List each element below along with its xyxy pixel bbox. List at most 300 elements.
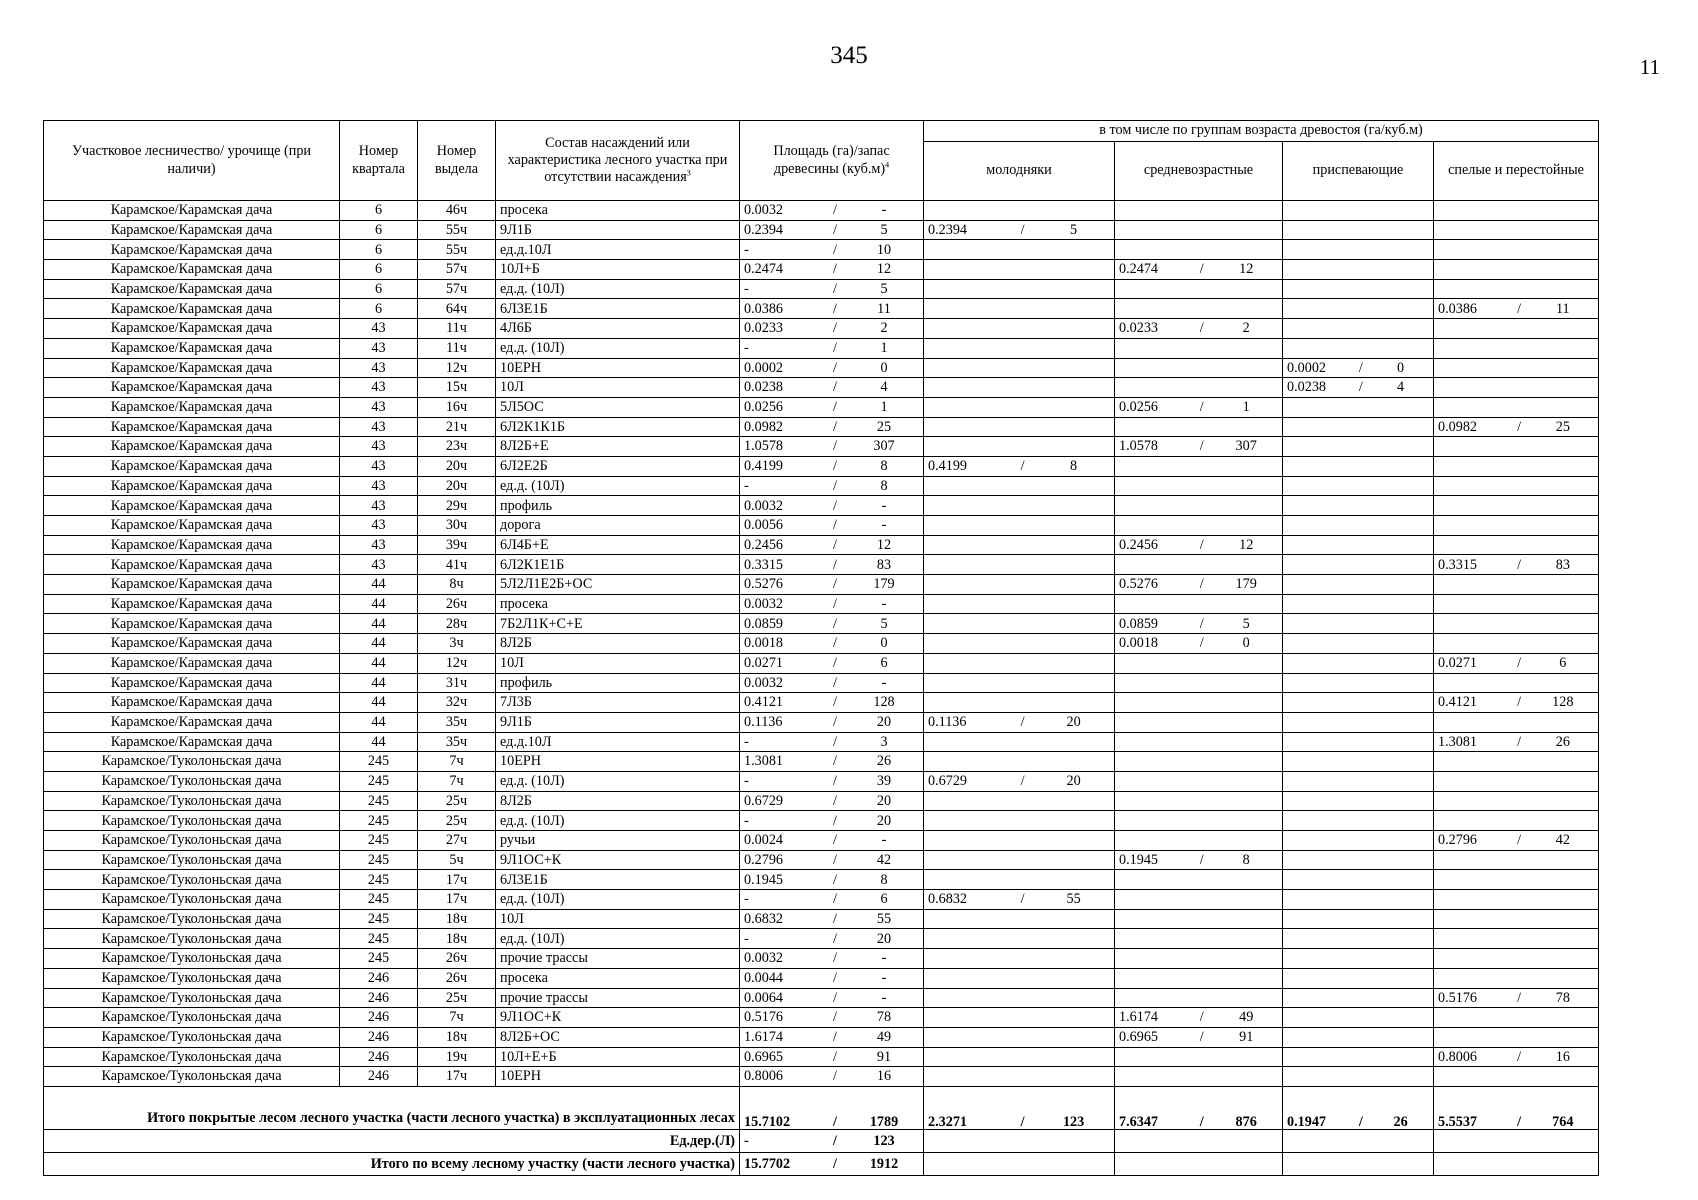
cell-area-stock <box>740 712 924 732</box>
cell-area-stock <box>740 1067 924 1087</box>
slash-separator: / <box>1199 536 1204 553</box>
total-mature-stock: 764 <box>1552 1113 1574 1130</box>
cell-area-stock-stock: 128 <box>873 694 895 711</box>
cell-composition: ед.д. (10Л) <box>496 811 740 831</box>
slash-separator: / <box>833 1155 837 1172</box>
table-row <box>44 378 1599 398</box>
total-area-stock <box>740 1129 924 1152</box>
cell-composition: 10ЕРН <box>496 1067 740 1087</box>
total-area-stock-area: - <box>744 1132 749 1149</box>
table-row <box>44 890 1599 910</box>
cell-composition: профиль <box>496 673 740 693</box>
cell-young-stock: 20 <box>1066 773 1081 790</box>
cell-premature-area: 0.0002 <box>1287 359 1327 376</box>
cell-area-stock <box>740 220 924 240</box>
slash-separator: / <box>833 970 837 987</box>
cell-area-stock <box>740 476 924 496</box>
slash-separator: / <box>1517 655 1522 672</box>
cell-district: Карамское/Карамская дача <box>44 594 340 614</box>
cell-young <box>924 693 1115 713</box>
cell-area-stock-area: 1.0578 <box>744 438 784 455</box>
cell-area-stock-area: 0.2394 <box>744 221 784 238</box>
cell-premature <box>1283 693 1434 713</box>
slash-separator: / <box>833 280 837 297</box>
slash-separator: / <box>1020 891 1025 908</box>
cell-area-stock <box>740 831 924 851</box>
cell-composition: профиль <box>496 496 740 516</box>
cell-middle-stock: 5 <box>1242 615 1250 632</box>
cell-composition: 8Л2Б+Е <box>496 437 740 457</box>
cell-area-stock-stock: - <box>881 517 887 534</box>
slash-separator: / <box>833 320 837 337</box>
cell-composition: просека <box>496 968 740 988</box>
cell-area-stock <box>740 890 924 910</box>
cell-area-stock-stock: - <box>881 989 887 1006</box>
cell-composition: 5Л5ОС <box>496 397 740 417</box>
cell-quarter: 43 <box>340 437 418 457</box>
cell-quarter: 44 <box>340 614 418 634</box>
cell-mature-stock: 25 <box>1555 418 1570 435</box>
slash-separator: / <box>833 536 837 553</box>
cell-mature <box>1434 653 1599 673</box>
cell-section: 32ч <box>418 693 496 713</box>
cell-composition: прочие трассы <box>496 988 740 1008</box>
cell-area-stock <box>740 811 924 831</box>
cell-area-stock-area: 0.0044 <box>744 970 784 987</box>
cell-area-stock-area: 0.2456 <box>744 536 784 553</box>
table-row <box>44 653 1599 673</box>
cell-area-stock <box>740 378 924 398</box>
cell-mature-area: 0.4121 <box>1438 694 1478 711</box>
cell-composition: 6Л3Е1Б <box>496 870 740 890</box>
table-row <box>44 201 1599 221</box>
cell-young <box>924 437 1115 457</box>
slash-separator: / <box>833 202 837 219</box>
header-mature: спелые и перестойные <box>1434 142 1599 201</box>
cell-district: Карамское/Туколоньская дача <box>44 968 340 988</box>
total-premature <box>1283 1152 1434 1175</box>
slash-separator: / <box>1199 261 1204 278</box>
slash-separator: / <box>833 458 837 475</box>
cell-premature <box>1283 456 1434 476</box>
cell-district: Карамское/Туколоньская дача <box>44 988 340 1008</box>
cell-district: Карамское/Карамская дача <box>44 201 340 221</box>
slash-separator: / <box>1517 989 1522 1006</box>
total-row <box>44 1086 1599 1129</box>
cell-section: 7ч <box>418 771 496 791</box>
cell-quarter: 43 <box>340 397 418 417</box>
cell-section: 21ч <box>418 417 496 437</box>
cell-middle <box>1115 791 1283 811</box>
table-row <box>44 949 1599 969</box>
cell-area-stock-stock: 39 <box>876 773 892 790</box>
slash-separator: / <box>1199 576 1204 593</box>
cell-premature <box>1283 378 1434 398</box>
cell-area-stock-stock: 11 <box>877 300 891 317</box>
cell-mature-area: 0.8006 <box>1438 1048 1478 1065</box>
header-young: молодняки <box>924 142 1115 201</box>
slash-separator: / <box>833 989 837 1006</box>
cell-quarter: 43 <box>340 378 418 398</box>
cell-district: Карамское/Карамская дача <box>44 437 340 457</box>
cell-composition: 10Л+Б <box>496 260 740 280</box>
total-middle <box>1115 1152 1283 1175</box>
total-premature-area: 0.1947 <box>1287 1113 1327 1130</box>
slash-separator: / <box>1020 221 1025 238</box>
cell-composition: 6Л2К1Е1Б <box>496 555 740 575</box>
cell-middle <box>1115 712 1283 732</box>
cell-middle <box>1115 949 1283 969</box>
cell-middle <box>1115 909 1283 929</box>
table-row <box>44 831 1599 851</box>
cell-middle <box>1115 988 1283 1008</box>
table-row <box>44 476 1599 496</box>
cell-premature <box>1283 240 1434 260</box>
cell-composition: 6Л2К1К1Б <box>496 417 740 437</box>
cell-area-stock-stock: 6 <box>880 655 888 672</box>
cell-quarter: 6 <box>340 260 418 280</box>
slash-separator: / <box>1199 635 1204 652</box>
total-area-stock-stock: 1912 <box>869 1155 899 1172</box>
cell-young <box>924 988 1115 1008</box>
cell-district: Карамское/Карамская дача <box>44 378 340 398</box>
table-row <box>44 673 1599 693</box>
cell-area-stock-area: 1.3081 <box>744 753 784 770</box>
cell-section: 18ч <box>418 1027 496 1047</box>
cell-area-stock <box>740 1008 924 1028</box>
cell-area-stock <box>740 653 924 673</box>
cell-section: 18ч <box>418 929 496 949</box>
cell-young <box>924 279 1115 299</box>
table-row <box>44 752 1599 772</box>
cell-middle-stock: 49 <box>1239 1009 1254 1026</box>
slash-separator: / <box>833 615 837 632</box>
cell-premature <box>1283 555 1434 575</box>
cell-composition: 8Л2Б+ОС <box>496 1027 740 1047</box>
cell-mature <box>1434 988 1599 1008</box>
total-middle-stock: 876 <box>1235 1113 1257 1130</box>
total-middle <box>1115 1129 1283 1152</box>
cell-young <box>924 299 1115 319</box>
cell-district: Карамское/Карамская дача <box>44 338 340 358</box>
cell-section: 23ч <box>418 437 496 457</box>
table-row <box>44 1067 1599 1087</box>
cell-district: Карамское/Карамская дача <box>44 693 340 713</box>
cell-mature-area: 0.0982 <box>1438 418 1478 435</box>
slash-separator: / <box>1358 1113 1363 1130</box>
table-row <box>44 358 1599 378</box>
cell-section: 11ч <box>418 319 496 339</box>
cell-section: 12ч <box>418 358 496 378</box>
cell-district: Карамское/Карамская дача <box>44 476 340 496</box>
cell-mature <box>1434 811 1599 831</box>
cell-mature <box>1434 791 1599 811</box>
cell-middle <box>1115 968 1283 988</box>
cell-young <box>924 358 1115 378</box>
cell-young <box>924 791 1115 811</box>
total-young <box>924 1129 1115 1152</box>
cell-middle <box>1115 771 1283 791</box>
cell-middle <box>1115 634 1283 654</box>
cell-area-stock-area: 0.0386 <box>744 300 784 317</box>
cell-quarter: 43 <box>340 358 418 378</box>
cell-area-stock-area: - <box>744 773 749 790</box>
cell-middle <box>1115 338 1283 358</box>
cell-section: 17ч <box>418 1067 496 1087</box>
slash-separator: / <box>833 595 837 612</box>
cell-section: 29ч <box>418 496 496 516</box>
cell-premature <box>1283 575 1434 595</box>
cell-section: 35ч <box>418 732 496 752</box>
cell-premature <box>1283 535 1434 555</box>
cell-middle <box>1115 673 1283 693</box>
cell-young-area: 0.6832 <box>928 891 968 908</box>
cell-section: 11ч <box>418 338 496 358</box>
cell-composition: 10Л+Е+Б <box>496 1047 740 1067</box>
cell-mature <box>1434 732 1599 752</box>
cell-mature <box>1434 968 1599 988</box>
slash-separator: / <box>833 694 837 711</box>
cell-area-stock-area: 0.8006 <box>744 1068 784 1085</box>
cell-area-stock-area: 0.4199 <box>744 458 784 475</box>
cell-area-stock-area: 0.0064 <box>744 989 784 1006</box>
cell-middle-area: 0.2474 <box>1119 261 1159 278</box>
cell-premature <box>1283 338 1434 358</box>
cell-area-stock <box>740 437 924 457</box>
slash-separator: / <box>1517 418 1522 435</box>
cell-young <box>924 201 1115 221</box>
cell-middle <box>1115 358 1283 378</box>
cell-composition: 10ЕРН <box>496 358 740 378</box>
cell-district: Карамское/Карамская дача <box>44 732 340 752</box>
cell-middle <box>1115 260 1283 280</box>
cell-young-stock: 55 <box>1066 891 1081 908</box>
forest-stand-table <box>43 120 1599 1176</box>
cell-mature-stock: 26 <box>1555 733 1570 750</box>
cell-area-stock <box>740 732 924 752</box>
cell-middle-area: 1.6174 <box>1119 1009 1159 1026</box>
cell-mature <box>1434 1067 1599 1087</box>
table-row <box>44 279 1599 299</box>
cell-young-area: 0.2394 <box>928 221 968 238</box>
cell-composition: 6Л4Б+Е <box>496 535 740 555</box>
cell-area-stock-stock: 1 <box>880 340 888 357</box>
cell-composition: ед.д.10Л <box>496 732 740 752</box>
table-row <box>44 732 1599 752</box>
cell-area-stock-area: 0.6965 <box>744 1048 784 1065</box>
cell-mature <box>1434 1008 1599 1028</box>
cell-district: Карамское/Карамская дача <box>44 653 340 673</box>
cell-area-stock-area: 0.0018 <box>744 635 784 652</box>
cell-middle-area: 0.0256 <box>1119 399 1159 416</box>
total-young-area: 2.3271 <box>928 1113 968 1130</box>
cell-quarter: 44 <box>340 712 418 732</box>
table-row <box>44 299 1599 319</box>
cell-young <box>924 1047 1115 1067</box>
cell-premature-stock: 4 <box>1397 379 1405 396</box>
cell-middle-stock: 8 <box>1242 851 1250 868</box>
cell-area-stock-stock: 3 <box>880 733 888 750</box>
total-young <box>924 1086 1115 1129</box>
slash-separator: / <box>1517 300 1522 317</box>
cell-mature-area: 0.2796 <box>1438 832 1478 849</box>
cell-mature <box>1434 673 1599 693</box>
cell-area-stock-area: 0.0982 <box>744 418 784 435</box>
table-body <box>44 201 1599 1176</box>
cell-quarter: 44 <box>340 673 418 693</box>
cell-area-stock <box>740 673 924 693</box>
cell-premature <box>1283 496 1434 516</box>
slash-separator: / <box>833 1132 837 1149</box>
cell-area-stock <box>740 260 924 280</box>
cell-young <box>924 240 1115 260</box>
cell-area-stock-area: 0.5176 <box>744 1009 784 1026</box>
cell-quarter: 246 <box>340 1027 418 1047</box>
cell-middle <box>1115 476 1283 496</box>
cell-district: Карамское/Карамская дача <box>44 456 340 476</box>
slash-separator: / <box>833 438 837 455</box>
cell-district: Карамское/Карамская дача <box>44 614 340 634</box>
header-section: Номер выдела <box>418 121 496 201</box>
cell-district: Карамское/Карамская дача <box>44 673 340 693</box>
slash-separator: / <box>833 851 837 868</box>
cell-premature <box>1283 1008 1434 1028</box>
cell-district: Карамское/Туколоньская дача <box>44 909 340 929</box>
cell-composition: 8Л2Б <box>496 634 740 654</box>
cell-quarter: 43 <box>340 476 418 496</box>
cell-mature-stock: 128 <box>1552 694 1574 711</box>
cell-quarter: 44 <box>340 693 418 713</box>
cell-young <box>924 555 1115 575</box>
cell-area-stock-stock: 8 <box>880 871 888 888</box>
cell-mature <box>1434 220 1599 240</box>
cell-middle-area: 0.6965 <box>1119 1029 1159 1046</box>
cell-mature <box>1434 850 1599 870</box>
cell-composition: 8Л2Б <box>496 791 740 811</box>
cell-district: Карамское/Карамская дача <box>44 516 340 536</box>
cell-middle <box>1115 378 1283 398</box>
cell-section: 19ч <box>418 1047 496 1067</box>
slash-separator: / <box>1020 458 1025 475</box>
table-row <box>44 594 1599 614</box>
cell-young <box>924 319 1115 339</box>
cell-premature <box>1283 220 1434 240</box>
cell-middle <box>1115 594 1283 614</box>
slash-separator: / <box>833 733 837 750</box>
cell-mature <box>1434 417 1599 437</box>
cell-premature <box>1283 1047 1434 1067</box>
cell-premature <box>1283 279 1434 299</box>
cell-quarter: 245 <box>340 909 418 929</box>
total-area-stock-stock: 123 <box>873 1132 895 1149</box>
cell-composition: 4Л6Б <box>496 319 740 339</box>
cell-young-stock: 5 <box>1070 221 1078 238</box>
slash-separator: / <box>833 674 837 691</box>
cell-quarter: 245 <box>340 949 418 969</box>
cell-area-stock-area: 0.0256 <box>744 399 784 416</box>
cell-middle-area: 0.0859 <box>1119 615 1159 632</box>
cell-middle-area: 0.5276 <box>1119 576 1159 593</box>
cell-quarter: 245 <box>340 890 418 910</box>
cell-composition: 9Л1Б <box>496 220 740 240</box>
cell-area-stock <box>740 338 924 358</box>
cell-district: Карамское/Карамская дача <box>44 555 340 575</box>
slash-separator: / <box>833 832 837 849</box>
cell-mature-area: 0.5176 <box>1438 989 1478 1006</box>
cell-area-stock <box>740 594 924 614</box>
cell-quarter: 246 <box>340 1067 418 1087</box>
cell-middle-stock: 12 <box>1239 261 1254 278</box>
cell-middle <box>1115 752 1283 772</box>
slash-separator: / <box>833 1048 837 1065</box>
cell-middle <box>1115 319 1283 339</box>
cell-mature <box>1434 634 1599 654</box>
cell-premature <box>1283 299 1434 319</box>
cell-premature <box>1283 752 1434 772</box>
cell-district: Карамское/Туколоньская дача <box>44 771 340 791</box>
cell-area-stock-stock: 12 <box>876 261 892 278</box>
cell-quarter: 6 <box>340 220 418 240</box>
cell-middle <box>1115 811 1283 831</box>
cell-area-stock-stock: 4 <box>880 379 888 396</box>
cell-area-stock-area: 0.0032 <box>744 595 784 612</box>
cell-quarter: 246 <box>340 988 418 1008</box>
cell-composition: 6Л2Е2Б <box>496 456 740 476</box>
cell-area-stock-stock: 42 <box>876 851 892 868</box>
cell-area-stock-stock: 8 <box>880 477 888 494</box>
cell-quarter: 246 <box>340 1047 418 1067</box>
cell-mature <box>1434 299 1599 319</box>
cell-section: 26ч <box>418 594 496 614</box>
slash-separator: / <box>1020 1113 1025 1130</box>
cell-young <box>924 378 1115 398</box>
cell-quarter: 44 <box>340 653 418 673</box>
table-row <box>44 535 1599 555</box>
total-label: Ед.дер.(Л) <box>44 1129 740 1152</box>
cell-middle <box>1115 456 1283 476</box>
cell-area-stock <box>740 870 924 890</box>
cell-mature-area: 0.0386 <box>1438 300 1478 317</box>
slash-separator: / <box>1517 733 1522 750</box>
cell-area-stock-stock: 26 <box>876 753 892 770</box>
cell-mature <box>1434 949 1599 969</box>
cell-middle-area: 0.0018 <box>1119 635 1159 652</box>
table-row <box>44 929 1599 949</box>
cell-section: 8ч <box>418 575 496 595</box>
cell-quarter: 43 <box>340 555 418 575</box>
cell-premature <box>1283 319 1434 339</box>
slash-separator: / <box>833 300 837 317</box>
cell-district: Карамское/Карамская дача <box>44 712 340 732</box>
cell-area-stock-stock: 25 <box>876 418 892 435</box>
cell-area-stock-stock: 78 <box>876 1009 892 1026</box>
cell-middle <box>1115 850 1283 870</box>
cell-middle <box>1115 1008 1283 1028</box>
cell-young <box>924 771 1115 791</box>
cell-middle-stock: 91 <box>1239 1029 1254 1046</box>
cell-mature <box>1434 535 1599 555</box>
cell-young <box>924 712 1115 732</box>
cell-area-stock <box>740 299 924 319</box>
cell-mature <box>1434 752 1599 772</box>
cell-section: 46ч <box>418 201 496 221</box>
cell-middle-stock: 179 <box>1235 576 1257 593</box>
cell-young <box>924 397 1115 417</box>
slash-separator: / <box>833 241 837 258</box>
cell-premature-stock: 0 <box>1397 359 1405 376</box>
total-middle-area: 7.6347 <box>1119 1113 1159 1130</box>
header-premature: приспевающие <box>1283 142 1434 201</box>
